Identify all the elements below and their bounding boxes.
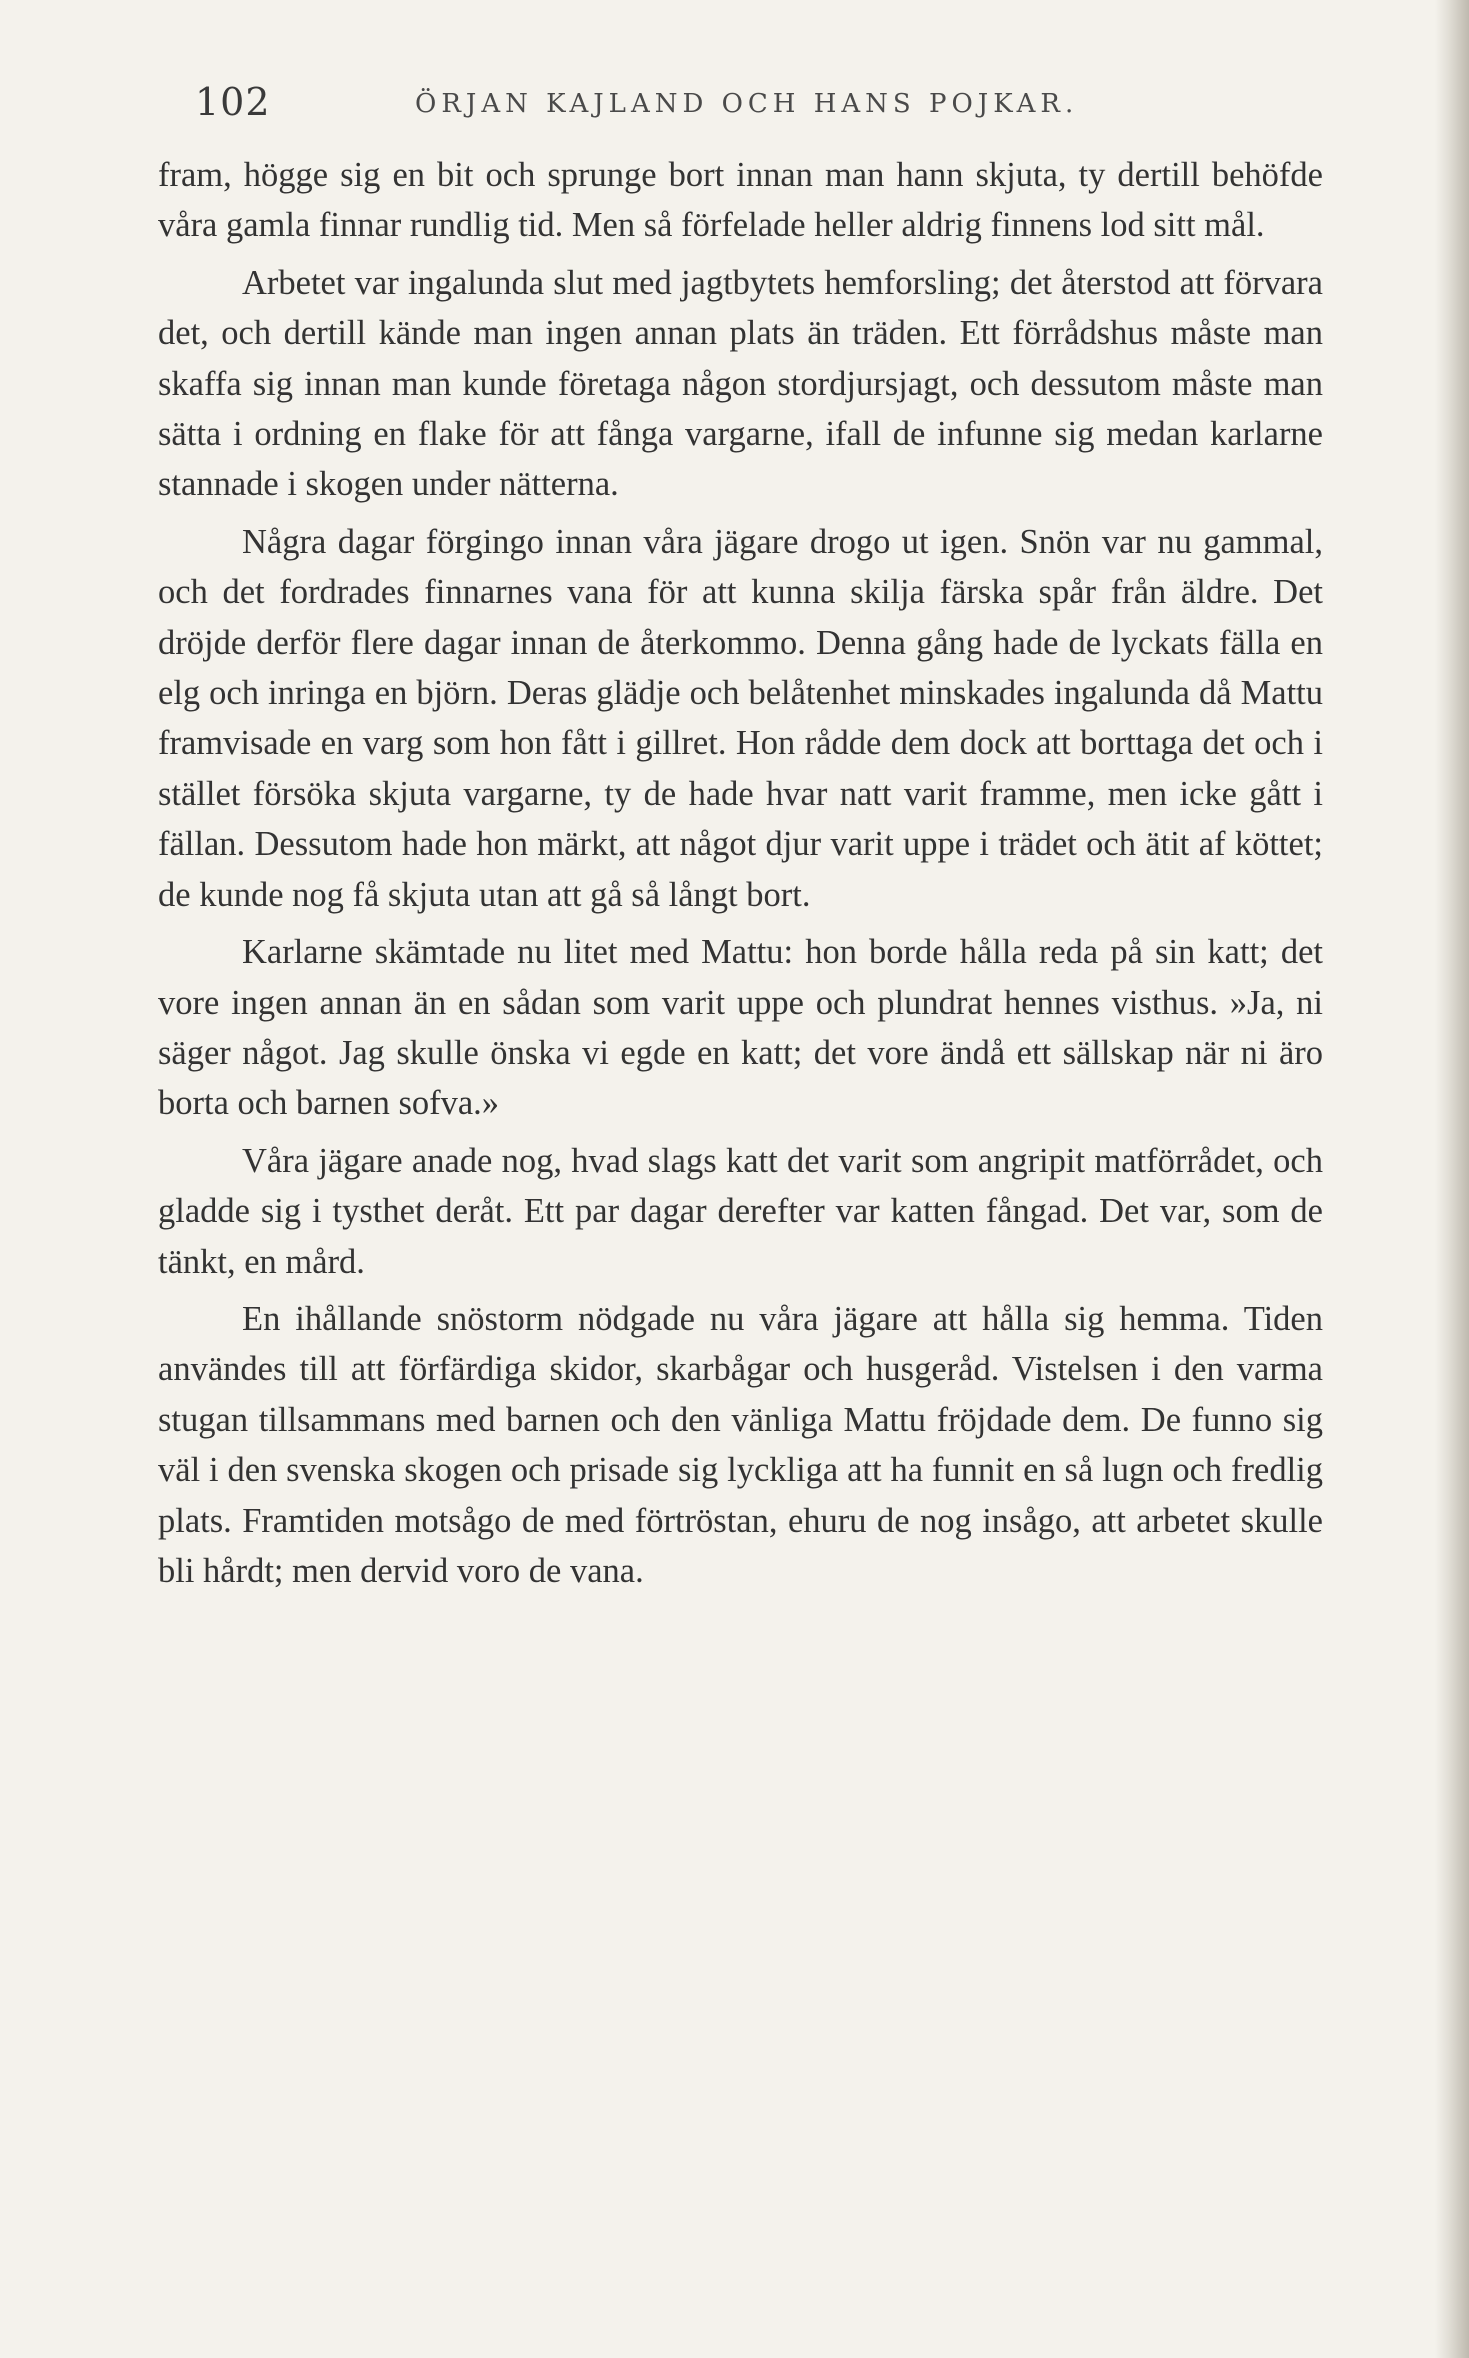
paragraph-5: Våra jägare anade nog, hvad slags katt det varit som angripit matförrådet, och gladde sig i tysthet deråt. Ett par dagar derefter var katten fångad. Det var, som de tänkt, en mård.: [158, 1141, 1323, 1281]
paragraph-6: En ihållande snöstorm nödgade nu våra jägare att hålla sig hemma. Tiden användes till att förfärdiga skidor, skarbågar och husgeråd. Vistelsen i den varma stugan tillsammans med barnen och den vänliga Mattu fröjdade dem. De funno sig väl i den svenska skogen och prisade sig lyckliga att ha funnit en så lugn och fredlig plats. Framtiden motsågo de med förtröstan, ehuru de nog insågo, att arbetet skulle bli hårdt; men dervid voro de vana.: [158, 1299, 1323, 1590]
body-text: [158, 150, 1323, 1603]
page-header: [195, 78, 1325, 126]
running-head: ÖRJAN KAJLAND OCH HANS POJKAR.: [415, 89, 1079, 119]
paragraph-4: Karlarne skämtade nu litet med Mattu: hon borde hålla reda på sin katt; det vore ingen annan än en sådan som varit uppe och plundrat hennes visthus. »Ja, ni säger något. Jag skulle önska vi egde en katt; det vore ändå ett sällskap när ni äro borta och barnen sofva.»: [158, 933, 1323, 1123]
page-edge-shadow: [1435, 0, 1469, 2358]
page-number: 102: [195, 80, 271, 124]
paragraph-3: Några dagar förgingo innan våra jägare drogo ut igen. Snön var nu gammal, och det fordrades finnarnes vana för att kunna skilja färska spår från äldre. Det dröjde derför flere dagar innan de återkommo. Denna gång hade de lyckats fälla en elg och inringa en björn. Deras glädje och belåtenhet minskades ingalunda då Mattu framvisade en varg som hon fått i gillret. Hon rådde dem dock att borttaga det och i stället försöka skjuta vargarne, ty de hade hvar natt varit framme, men icke gått i fällan. Dessutom hade hon märkt, att något djur varit uppe i trädet och ätit af köttet; de kunde nog få skjuta utan att gå så långt bort.: [158, 522, 1323, 914]
paragraph-2: Arbetet var ingalunda slut med jagtbytets hemforsling; det återstod att förvara det, och dertill kände man ingen annan plats än träden. Ett förrådshus måste man skaffa sig innan man kunde företaga någon stordjursjagt, och dessutom måste man sätta i ordning en flake för att fånga vargarne, ifall de infunne sig medan karlarne stannade i skogen under nätterna.: [158, 263, 1323, 504]
paragraph-1: fram, högge sig en bit och sprunge bort innan man hann skjuta, ty dertill behöfde våra gamla finnar rundlig tid. Men så förfelade heller aldrig finnens lod sitt mål.: [158, 156, 1323, 245]
